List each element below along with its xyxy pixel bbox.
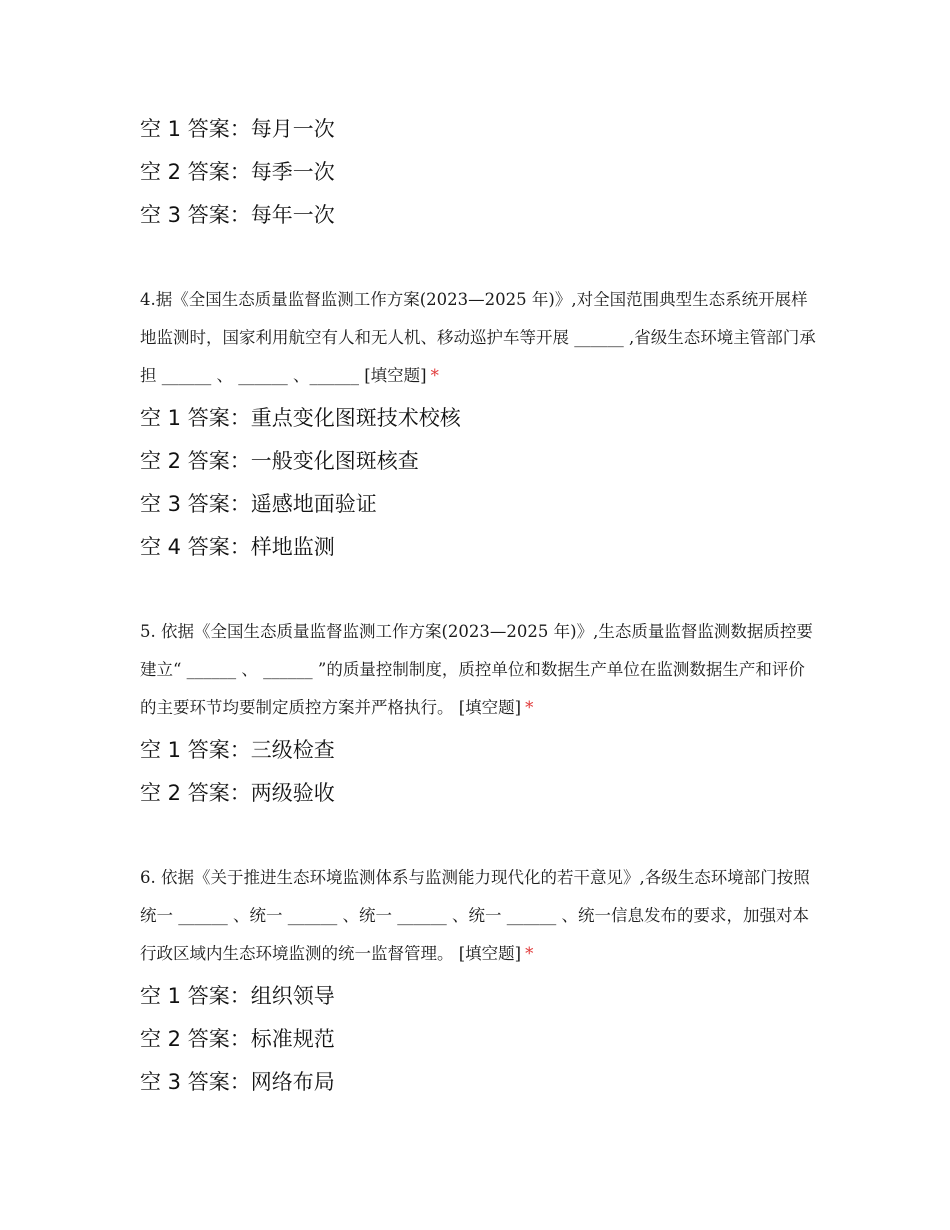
question-text: [140, 281, 820, 395]
answer-line: 空 2 答案：两级验收: [140, 781, 335, 805]
answer-line: 空 1 答案：重点变化图斑技术校核: [140, 406, 461, 430]
answer-line: 空 1 答案：组织领导: [140, 984, 335, 1008]
required-marker: *: [430, 366, 439, 385]
answer-line: 空 1 答案：三级检查: [140, 738, 335, 762]
question-body: 5. 依据《全国生态质量监督监测工作方案(2023—2025 年)》,生态质量监督监测数据质控要 建立“ ______ 、 ______ ”的质量控制制度，质控单位和数据生产单位在监测数据生产和评价的主要环节均要制定质控方案并严格执行。 [填空题]: [140, 622, 813, 717]
question-body: 6. 依据《关于推进生态环境监测体系与监测能力现代化的若干意见》,各级生态环境部门按照 统一 ______ 、统一 ______ 、统一 ______ 、统一 ______ 、统一信息发布的要求，加强对本行政区域内生态环境监测的统一监督管理。 [填空题]: [140, 868, 810, 963]
answer-line: 空 3 答案：网络布局: [140, 1070, 335, 1094]
answer-line: 空 4 答案：样地监测: [140, 535, 335, 559]
document-page: [140, 108, 820, 1104]
question-block-5: [140, 613, 820, 815]
answer-line: 空 1 答案：每月一次: [140, 117, 335, 141]
answer-line: 空 3 答案：遥感地面验证: [140, 492, 377, 516]
required-marker: *: [525, 698, 534, 717]
answer-line: 空 2 答案：标准规范: [140, 1027, 335, 1051]
question-body: 4.据《全国生态质量监督监测工作方案(2023—2025 年)》,对全国范围典型生态系统开展样地监测时，国家利用航空有人和无人机、移动巡护车等开展 ______ ,省级生态环境主管部门承担 ______ 、 ______ 、______ [填空题]: [140, 290, 816, 385]
question-text: [140, 859, 820, 973]
question-block-4: [140, 281, 820, 569]
question-text: [140, 613, 820, 727]
question-block-6: [140, 859, 820, 1104]
required-marker: *: [525, 944, 534, 963]
answer-line: 空 2 答案：一般变化图斑核查: [140, 449, 419, 473]
answer-line: 空 2 答案：每季一次: [140, 160, 335, 184]
answer-group-q3: [140, 108, 820, 237]
answer-line: 空 3 答案：每年一次: [140, 203, 335, 227]
